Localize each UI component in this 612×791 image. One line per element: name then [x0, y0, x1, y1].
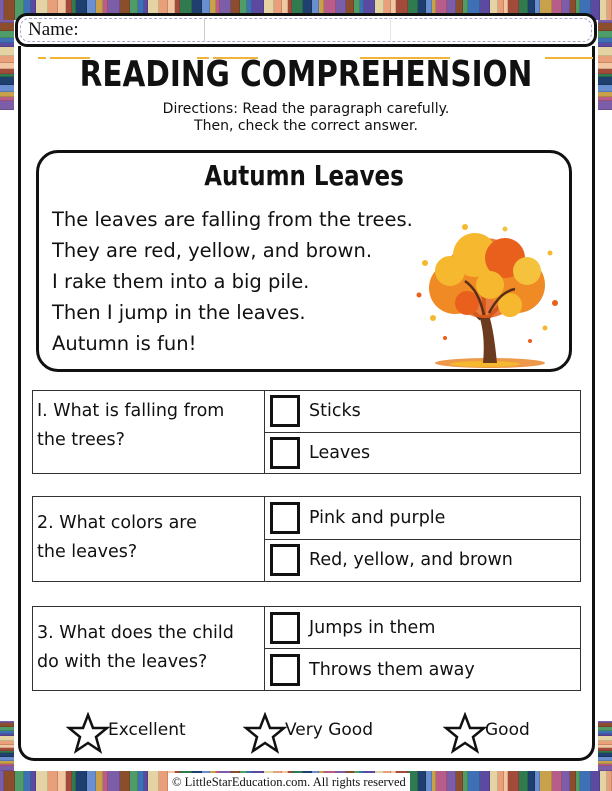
- story-line: They are red, yellow, and brown.: [52, 239, 373, 262]
- question-1-text: [33, 391, 265, 473]
- name-field-divider: [390, 18, 391, 42]
- question-text-line: the leaves?: [37, 542, 138, 562]
- option-label: Jumps in them: [309, 617, 436, 638]
- directions-line-2: Then, check the correct answer.: [194, 118, 418, 134]
- option-leaves[interactable]: [265, 432, 580, 474]
- story-line: Then I jump in the leaves.: [52, 301, 306, 324]
- copyright-footer: © LittleStarEducation.com. All rights reserved: [168, 773, 410, 791]
- option-label: Red, yellow, and brown: [309, 550, 513, 571]
- page-title: READING COMPREHENSION: [79, 54, 533, 95]
- bookshelf-border-left-bottom: [0, 721, 14, 771]
- directions: [0, 101, 612, 135]
- question-3-options: [265, 607, 580, 690]
- option-label: Sticks: [309, 401, 361, 422]
- question-3-text: [33, 607, 265, 690]
- name-label: Name:: [28, 19, 79, 40]
- book-spine: [600, 771, 607, 791]
- book-spine: [148, 771, 159, 791]
- gold-accent-line: [38, 57, 46, 59]
- checkbox[interactable]: [270, 395, 300, 427]
- question-text-line: do with the leaves?: [37, 652, 208, 672]
- book-spine: [447, 771, 456, 791]
- book-spine: [0, 31, 14, 38]
- book-spine: [0, 77, 14, 85]
- book-spine: [36, 771, 48, 791]
- bookshelf-border-left: [0, 20, 14, 110]
- book-spine: [4, 771, 15, 791]
- checkbox[interactable]: [270, 544, 300, 576]
- book-spine: [120, 771, 130, 791]
- rating-very-good[interactable]: [243, 712, 373, 754]
- story-box: [36, 150, 572, 372]
- book-spine: [0, 47, 14, 56]
- book-spine: [58, 771, 66, 791]
- book-spine: [4, 0, 15, 20]
- book-spine: [598, 77, 612, 85]
- directions-line-1: Directions: Read the paragraph carefully.: [162, 101, 450, 117]
- story-paragraph: [52, 204, 413, 359]
- book-spine: [0, 56, 14, 63]
- book-spine: [598, 56, 612, 63]
- book-spine: [552, 771, 562, 791]
- rating-label: Very Good: [285, 720, 373, 740]
- book-spine: [519, 771, 528, 791]
- book-spine: [48, 771, 58, 791]
- story-line: Autumn is fun!: [52, 332, 197, 355]
- question-text-line: I. What is falling from: [37, 401, 225, 421]
- book-spine: [456, 771, 463, 791]
- book-spine: [418, 771, 426, 791]
- checkbox[interactable]: [270, 437, 300, 469]
- book-spine: [562, 771, 570, 791]
- option-sticks[interactable]: [265, 391, 580, 432]
- name-field-divider: [204, 18, 205, 42]
- option-pink-and-purple[interactable]: [265, 497, 580, 539]
- book-spine: [490, 771, 498, 791]
- option-throws-them-away[interactable]: [265, 648, 580, 690]
- story-line: The leaves are falling from the trees.: [52, 208, 413, 231]
- question-2: [32, 496, 581, 582]
- name-field-dashed-border: [20, 18, 592, 42]
- question-1: [32, 390, 581, 474]
- question-text-line: the trees?: [37, 430, 125, 450]
- book-spine: [0, 23, 14, 31]
- book-spine: [0, 85, 14, 92]
- book-spine: [96, 771, 103, 791]
- book-spine: [528, 771, 535, 791]
- option-red-yellow-brown[interactable]: [265, 539, 580, 582]
- book-spine: [598, 23, 612, 31]
- question-2-text: [33, 497, 265, 581]
- book-spine: [130, 771, 138, 791]
- name-field[interactable]: [15, 13, 597, 47]
- star-outline-icon: [243, 712, 287, 754]
- bookshelf-border-right: [598, 20, 612, 110]
- rating-label: Excellent: [108, 720, 186, 740]
- book-spine: [15, 771, 24, 791]
- book-spine: [508, 771, 519, 791]
- book-spine: [598, 31, 612, 38]
- question-2-options: [265, 497, 580, 581]
- book-spine: [436, 771, 447, 791]
- book-spine: [87, 771, 96, 791]
- question-text-line: 3. What does the child: [37, 623, 234, 643]
- book-spine: [76, 771, 87, 791]
- rating-label: Good: [485, 720, 530, 740]
- question-3: [32, 606, 581, 691]
- book-spine: [108, 771, 120, 791]
- book-spine: [24, 771, 31, 791]
- story-line: I rake them into a big pile.: [52, 270, 310, 293]
- book-spine: [480, 771, 490, 791]
- autumn-tree-icon: [405, 223, 565, 369]
- checkbox[interactable]: [270, 612, 300, 644]
- book-spine: [598, 47, 612, 56]
- option-label: Pink and purple: [309, 507, 446, 528]
- story-title: Autumn Leaves: [204, 159, 404, 192]
- question-1-options: [265, 391, 580, 473]
- star-outline-icon: [443, 712, 487, 754]
- book-spine: [598, 85, 612, 92]
- star-outline-icon: [66, 712, 110, 754]
- option-label: Throws them away: [309, 659, 475, 680]
- checkbox[interactable]: [270, 654, 300, 686]
- question-text-line: 2. What colors are: [37, 513, 197, 533]
- option-label: Leaves: [309, 442, 371, 463]
- bookshelf-border-right-bottom: [598, 721, 612, 771]
- rating-good[interactable]: [443, 712, 530, 754]
- book-spine: [600, 0, 607, 20]
- book-spine: [468, 771, 480, 791]
- book-spine: [580, 771, 591, 791]
- book-spine: [540, 771, 552, 791]
- book-spine: [591, 771, 600, 791]
- checkbox[interactable]: [270, 502, 300, 534]
- rating-excellent[interactable]: [66, 712, 186, 754]
- book-spine: [159, 771, 168, 791]
- option-jumps-in-them[interactable]: [265, 607, 580, 648]
